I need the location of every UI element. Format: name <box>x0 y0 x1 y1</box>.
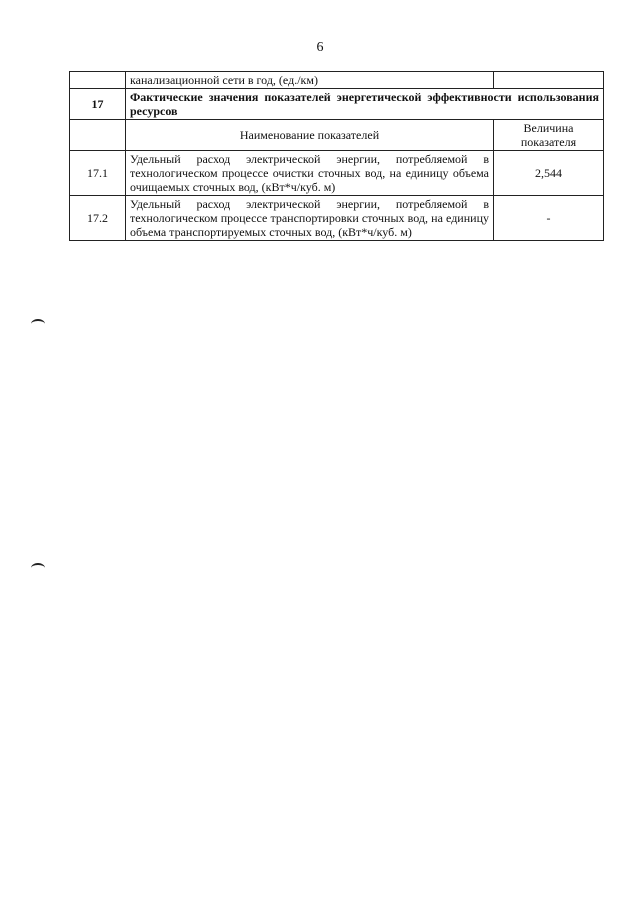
table-row-continuation <box>70 72 604 89</box>
binding-hole-mark <box>31 563 45 573</box>
header-value-cell: Величина показателя <box>494 120 604 151</box>
binding-hole-mark <box>31 319 45 329</box>
section-title: Фактические значения показателей энергетической эффективности использования ресурсов <box>126 89 604 120</box>
section-number: 17 <box>70 89 126 120</box>
continuation-name-cell: канализационной сети в год, (ед./км) <box>126 72 494 89</box>
row-value: 2,544 <box>494 151 604 196</box>
row-name: Удельный расход электрической энергии, потребляемой в технологическом процессе транспортировки сточных вод, на единицу объема транспортируемых сточных вод, (кВт*ч/куб. м) <box>126 196 494 241</box>
row-name: Удельный расход электрической энергии, потребляемой в технологическом процессе очистки сточных вод, на единицу объема очищаемых сточных вод, (кВт*ч/куб. м) <box>126 151 494 196</box>
table-row-header <box>70 120 604 151</box>
row-number: 17.1 <box>70 151 126 196</box>
continuation-number-cell <box>70 72 126 89</box>
header-name-cell: Наименование показателей <box>126 120 494 151</box>
row-value: - <box>494 196 604 241</box>
page-number: 6 <box>316 40 324 55</box>
table-row-section <box>70 89 604 120</box>
table-row <box>70 196 604 241</box>
row-number: 17.2 <box>70 196 126 241</box>
continuation-value-cell <box>494 72 604 89</box>
table-row <box>70 151 604 196</box>
indicators-table <box>69 71 604 241</box>
header-number-cell <box>70 120 126 151</box>
